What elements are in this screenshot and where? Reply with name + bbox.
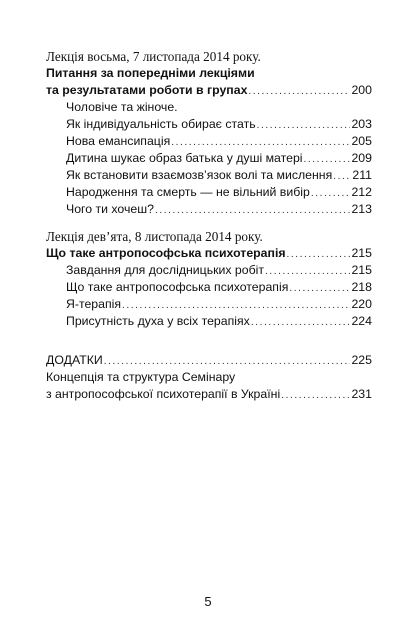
lecture8-title-line2: та результатами роботи в групах <box>46 83 248 97</box>
dot-leader <box>171 134 350 151</box>
dot-leader <box>122 297 350 314</box>
toc-entry-text: Нова емансипація <box>66 134 171 148</box>
dot-leader <box>289 280 350 297</box>
concept-entry <box>46 386 372 403</box>
toc-entry-text: Я-терапія <box>66 297 122 311</box>
page-number: 5 <box>204 594 212 609</box>
toc-entry <box>46 116 372 133</box>
dot-leader <box>304 151 351 168</box>
lecture9-title-entry <box>46 245 372 262</box>
toc-entry-page: 218 <box>351 280 372 294</box>
toc-entry <box>46 279 372 296</box>
toc-entry-text: Народження та смерть — не вільний вибір <box>66 185 310 199</box>
toc-entry-text: Чого ти хочеш? <box>66 202 154 216</box>
lecture9-title-page: 215 <box>351 246 372 260</box>
toc-entry <box>46 296 372 313</box>
toc-entry <box>46 184 372 201</box>
toc-entry-text: Як індивідуальність обирає стать <box>66 117 256 131</box>
dot-leader <box>155 202 351 219</box>
toc-entry <box>46 201 372 218</box>
concept-page: 231 <box>351 387 372 401</box>
section-spacer <box>46 218 372 228</box>
toc-entry <box>46 167 372 184</box>
table-of-contents <box>46 48 372 403</box>
section-spacer <box>46 330 372 352</box>
dot-leader <box>265 263 350 280</box>
dot-leader <box>257 117 351 134</box>
dot-leader <box>311 185 351 202</box>
toc-entry-text: Дитина шукає образ батька у душі матері <box>66 151 303 165</box>
lecture8-title-entry <box>46 82 372 99</box>
lecture8-title-line1: Питання за попередніми лекціями <box>46 66 255 80</box>
toc-entry-page: 205 <box>351 134 372 148</box>
toc-entry-page: 209 <box>351 151 372 165</box>
toc-entry-page: 220 <box>351 297 372 311</box>
dot-leader <box>104 353 351 370</box>
toc-entry-text: Присутність духа у всіх терапіях <box>66 314 250 328</box>
concept-line2: з антропософської психотерапії в Україні <box>46 387 281 401</box>
toc-entry-page: 212 <box>351 185 372 199</box>
appendix-page: 225 <box>351 353 372 367</box>
toc-entry <box>46 133 372 150</box>
toc-entry-page: 213 <box>351 202 372 216</box>
toc-entry-page: 224 <box>351 314 372 328</box>
toc-entry-text: Чоловіче та жіноче. <box>66 100 178 114</box>
toc-entry-page: 215 <box>351 263 372 277</box>
lecture9-title: Що таке антропософська психотерапія <box>46 246 286 260</box>
toc-entry <box>46 262 372 279</box>
dot-leader <box>333 168 351 185</box>
toc-entry-page: 211 <box>352 168 372 182</box>
toc-entry-text: Завдання для дослідницьких робіт <box>66 263 265 277</box>
toc-entry-text: Що таке антропософська психотерапія <box>66 280 289 294</box>
dot-leader <box>287 246 351 263</box>
appendix-title: ДОДАТКИ <box>46 353 103 367</box>
concept-line1: Концепція та структура Семінару <box>46 370 236 384</box>
toc-entry <box>46 313 372 330</box>
lecture9-heading: Лекція дев’ята, 8 листопада 2014 року. <box>46 229 263 244</box>
dot-leader <box>248 83 350 100</box>
toc-entry <box>46 150 372 167</box>
appendix-entry <box>46 352 372 369</box>
lecture8-title-page: 200 <box>351 83 372 97</box>
dot-leader <box>251 314 351 331</box>
toc-entry-page: 203 <box>351 117 372 131</box>
lecture8-heading: Лекція восьма, 7 листопада 2014 року. <box>46 49 261 64</box>
toc-entry-text: Як встановити взаємозв’язок волі та мислення <box>66 168 333 182</box>
dot-leader <box>281 387 350 404</box>
